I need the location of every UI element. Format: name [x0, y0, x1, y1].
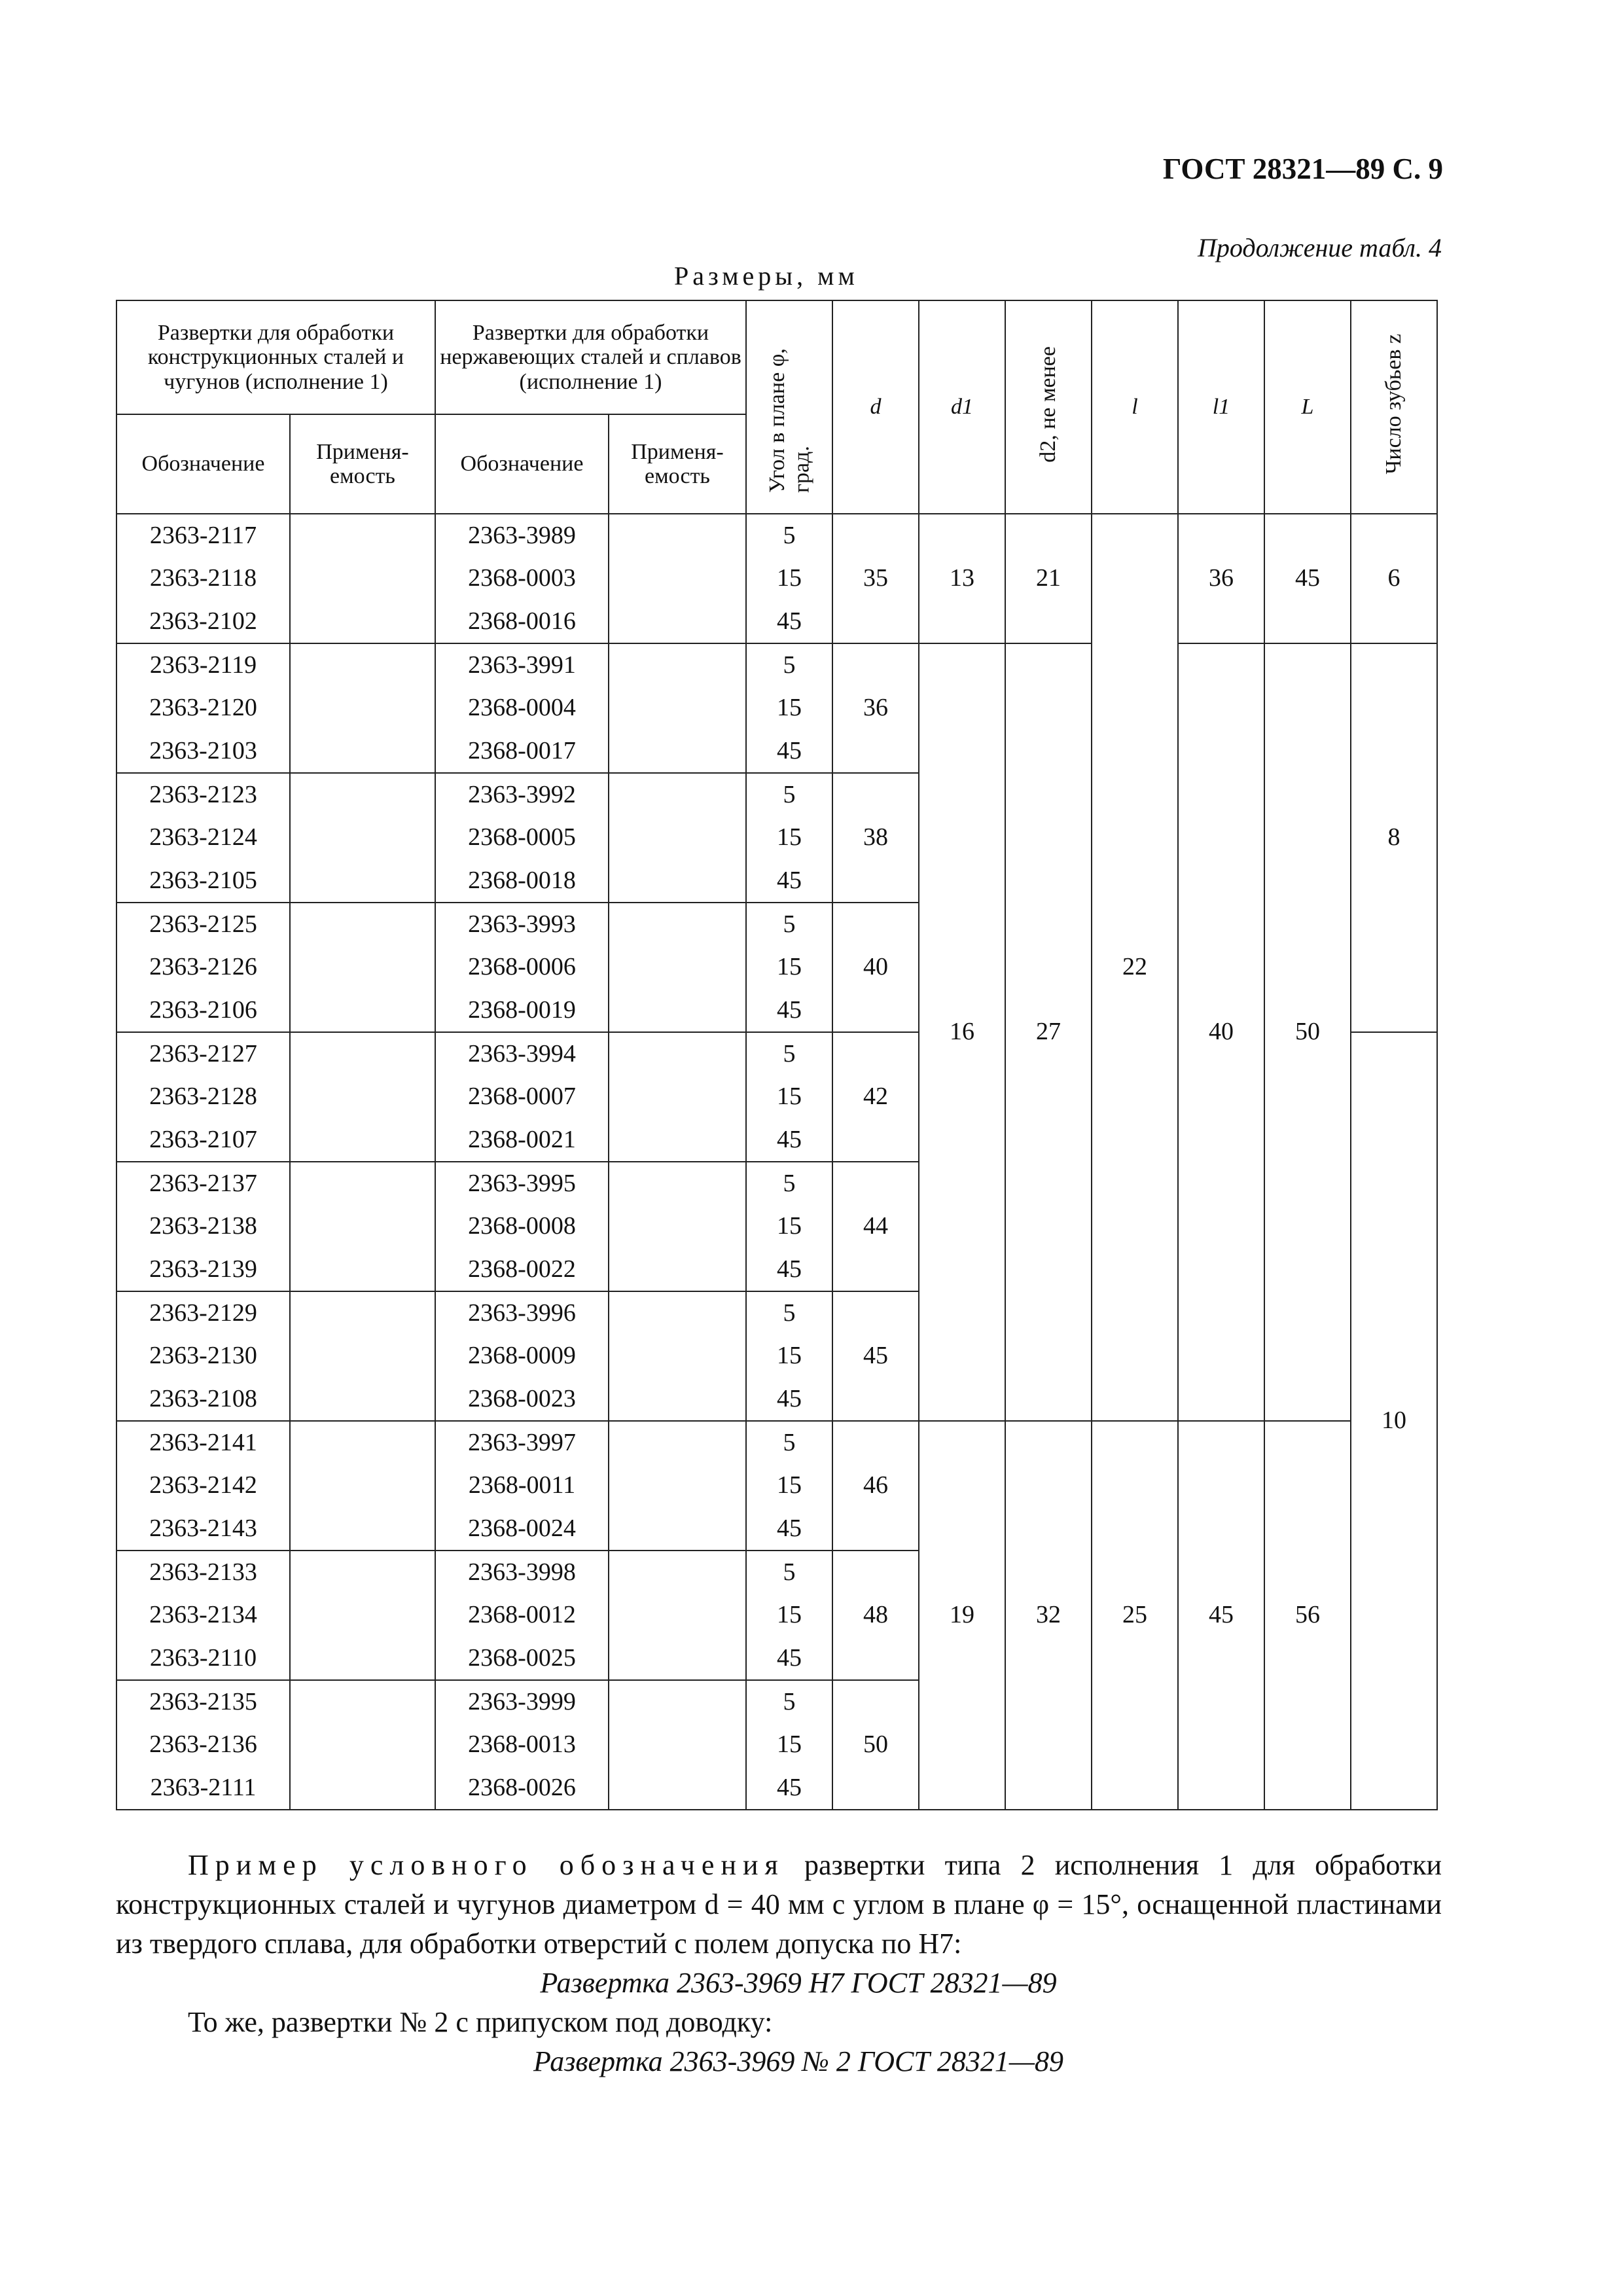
angle-header: Угол в плане φ, град.: [746, 300, 832, 514]
cell-appl2: [609, 1248, 746, 1291]
cell-code2: 2368-0005: [435, 816, 609, 859]
cell-appl2: [609, 1378, 746, 1421]
group1-header: Развертки для обработки конструкционных сталей и чугунов (исполнение 1): [116, 300, 435, 414]
cell-appl2: [609, 1162, 746, 1205]
spec-table: [116, 300, 1438, 1810]
cell-angle: 5: [746, 1680, 832, 1723]
cell-appl2: [609, 557, 746, 600]
cell-appl2: [609, 1291, 746, 1335]
cell-appl2: [609, 946, 746, 989]
cell-l: 25: [1092, 1421, 1178, 1810]
cell-appl1: [290, 859, 435, 903]
cell-code2: 2363-3996: [435, 1291, 609, 1335]
cell-code2: 2368-0004: [435, 687, 609, 730]
cell-angle: 45: [746, 1637, 832, 1680]
cell-code1: 2363-2107: [116, 1119, 290, 1162]
cell-L: 50: [1264, 643, 1351, 1421]
cell-d: 44: [832, 1162, 919, 1291]
l1-header: l1: [1178, 300, 1264, 514]
cell-z: 8: [1351, 643, 1437, 1032]
cell-code2: 2363-3993: [435, 903, 609, 946]
cell-appl2: [609, 773, 746, 816]
cell-appl1: [290, 1680, 435, 1723]
cell-code2: 2368-0021: [435, 1119, 609, 1162]
cell-code1: 2363-2129: [116, 1291, 290, 1335]
cell-appl1: [290, 687, 435, 730]
cell-angle: 5: [746, 773, 832, 816]
l-header: l: [1092, 300, 1178, 514]
group2-header: Развертки для обработки нержавеющих сталей и сплавов (исполнение 1): [435, 300, 746, 414]
cell-code2: 2363-3995: [435, 1162, 609, 1205]
cell-code1: 2363-2105: [116, 859, 290, 903]
cell-angle: 15: [746, 1075, 832, 1119]
cell-appl2: [609, 1767, 746, 1810]
cell-angle: 15: [746, 946, 832, 989]
cell-d: 42: [832, 1032, 919, 1162]
cell-d1: 13: [919, 514, 1005, 643]
cell-angle: 15: [746, 557, 832, 600]
cell-angle: 45: [746, 989, 832, 1032]
cell-code1: 2363-2110: [116, 1637, 290, 1680]
cell-appl1: [290, 1248, 435, 1291]
cell-code2: 2363-3992: [435, 773, 609, 816]
cell-angle: 15: [746, 1723, 832, 1767]
same-paragraph: То же, развертки № 2 с припуском под доводку:: [188, 2006, 773, 2038]
L-header: L: [1264, 300, 1351, 514]
cell-code1: 2363-2142: [116, 1464, 290, 1507]
cell-d: 50: [832, 1680, 919, 1810]
cell-code1: 2363-2119: [116, 643, 290, 687]
cell-appl1: [290, 1119, 435, 1162]
cell-code2: 2368-0023: [435, 1378, 609, 1421]
cell-d2: 27: [1005, 643, 1092, 1421]
cell-l1: 36: [1178, 514, 1264, 643]
cell-appl1: [290, 946, 435, 989]
cell-d: 40: [832, 903, 919, 1032]
cell-code1: 2363-2111: [116, 1767, 290, 1810]
cell-angle: 15: [746, 1205, 832, 1248]
cell-angle: 45: [746, 1119, 832, 1162]
example-label: Пример условного обозначения: [188, 1849, 785, 1881]
cell-appl2: [609, 1119, 746, 1162]
cell-appl1: [290, 1162, 435, 1205]
cell-l: 22: [1092, 514, 1178, 1421]
cell-d: 46: [832, 1421, 919, 1551]
cell-appl1: [290, 1464, 435, 1507]
cell-code2: 2368-0011: [435, 1464, 609, 1507]
cell-l1: 45: [1178, 1421, 1264, 1810]
cell-code2: 2368-0016: [435, 600, 609, 643]
cell-appl1: [290, 1335, 435, 1378]
cell-code1: 2363-2103: [116, 730, 290, 773]
cell-code1: 2363-2120: [116, 687, 290, 730]
table-caption: Продолжение табл. 4: [1197, 233, 1442, 262]
cell-appl1: [290, 1291, 435, 1335]
cell-angle: 45: [746, 1507, 832, 1551]
cell-d2: 32: [1005, 1421, 1092, 1810]
cell-code1: 2363-2108: [116, 1378, 290, 1421]
cell-appl1: [290, 643, 435, 687]
cell-code2: 2368-0025: [435, 1637, 609, 1680]
cell-appl1: [290, 1075, 435, 1119]
cell-d: 35: [832, 514, 919, 643]
cell-angle: 15: [746, 816, 832, 859]
cell-appl2: [609, 514, 746, 557]
cell-angle: 15: [746, 687, 832, 730]
cell-code1: 2363-2125: [116, 903, 290, 946]
cell-code1: 2363-2102: [116, 600, 290, 643]
cell-appl1: [290, 600, 435, 643]
d2-header: d2, не менее: [1005, 300, 1092, 514]
cell-code1: 2363-2117: [116, 514, 290, 557]
cell-appl2: [609, 1507, 746, 1551]
cell-appl2: [609, 816, 746, 859]
cell-code1: 2363-2135: [116, 1680, 290, 1723]
cell-appl1: [290, 1637, 435, 1680]
example-paragraph: [116, 1846, 1442, 1964]
cell-appl1: [290, 1767, 435, 1810]
cell-code1: 2363-2139: [116, 1248, 290, 1291]
cell-appl2: [609, 1594, 746, 1637]
cell-appl2: [609, 1464, 746, 1507]
cell-code1: 2363-2134: [116, 1594, 290, 1637]
cell-appl2: [609, 989, 746, 1032]
cell-z: 10: [1351, 1032, 1437, 1810]
cell-code2: 2368-0024: [435, 1507, 609, 1551]
cell-code2: 2363-3999: [435, 1680, 609, 1723]
cell-appl1: [290, 903, 435, 946]
cell-code2: 2368-0007: [435, 1075, 609, 1119]
cell-angle: 5: [746, 1551, 832, 1594]
cell-angle: 45: [746, 859, 832, 903]
cell-angle: 5: [746, 1291, 832, 1335]
cell-appl1: [290, 1421, 435, 1464]
cell-appl1: [290, 816, 435, 859]
units-label: Размеры, мм: [674, 261, 859, 291]
cell-code2: 2368-0022: [435, 1248, 609, 1291]
cell-code2: 2363-3989: [435, 514, 609, 557]
cell-code1: 2363-2143: [116, 1507, 290, 1551]
page-header: ГОСТ 28321—89 С. 9: [1162, 152, 1443, 185]
cell-d: 38: [832, 773, 919, 903]
cell-appl2: [609, 687, 746, 730]
cell-d1: 19: [919, 1421, 1005, 1810]
cell-angle: 5: [746, 903, 832, 946]
cell-angle: 45: [746, 1378, 832, 1421]
cell-code1: 2363-2130: [116, 1335, 290, 1378]
cell-appl1: [290, 1205, 435, 1248]
cell-code2: 2368-0012: [435, 1594, 609, 1637]
cell-appl2: [609, 1637, 746, 1680]
prim-header-1: Применя-емость: [290, 414, 435, 514]
cell-appl2: [609, 1335, 746, 1378]
cell-appl2: [609, 1723, 746, 1767]
cell-code2: 2368-0013: [435, 1723, 609, 1767]
cell-angle: 5: [746, 1162, 832, 1205]
cell-code1: 2363-2126: [116, 946, 290, 989]
cell-appl2: [609, 1032, 746, 1075]
cell-appl2: [609, 1680, 746, 1723]
cell-code2: 2368-0018: [435, 859, 609, 903]
cell-appl1: [290, 514, 435, 557]
cell-code1: 2363-2136: [116, 1723, 290, 1767]
cell-appl2: [609, 643, 746, 687]
cell-d: 45: [832, 1291, 919, 1421]
cell-angle: 45: [746, 1248, 832, 1291]
cell-code2: 2368-0009: [435, 1335, 609, 1378]
cell-code2: 2368-0017: [435, 730, 609, 773]
example-designation-2: Развертка 2363-3969 № 2 ГОСТ 28321—89: [533, 2045, 1063, 2077]
cell-code2: 2368-0008: [435, 1205, 609, 1248]
cell-code2: 2368-0019: [435, 989, 609, 1032]
cell-angle: 5: [746, 1032, 832, 1075]
prim-header-2: Применя-емость: [609, 414, 746, 514]
cell-appl1: [290, 1551, 435, 1594]
cell-angle: 5: [746, 643, 832, 687]
oboz-header-2: Обозначение: [435, 414, 609, 514]
cell-L: 56: [1264, 1421, 1351, 1810]
cell-code2: 2363-3997: [435, 1421, 609, 1464]
cell-appl1: [290, 730, 435, 773]
cell-appl1: [290, 773, 435, 816]
cell-code1: 2363-2123: [116, 773, 290, 816]
cell-l1: 40: [1178, 643, 1264, 1421]
cell-appl2: [609, 600, 746, 643]
cell-angle: 15: [746, 1464, 832, 1507]
cell-appl1: [290, 1507, 435, 1551]
cell-d: 36: [832, 643, 919, 773]
cell-appl2: [609, 1205, 746, 1248]
cell-code1: 2363-2106: [116, 989, 290, 1032]
notes-section: [116, 1846, 1442, 2081]
z-header: Число зубьев z: [1351, 300, 1437, 514]
oboz-header-1: Обозначение: [116, 414, 290, 514]
cell-appl1: [290, 1594, 435, 1637]
cell-appl2: [609, 730, 746, 773]
cell-appl2: [609, 859, 746, 903]
cell-d: 48: [832, 1551, 919, 1680]
cell-code1: 2363-2127: [116, 1032, 290, 1075]
cell-code2: 2363-3998: [435, 1551, 609, 1594]
cell-appl1: [290, 557, 435, 600]
cell-angle: 15: [746, 1335, 832, 1378]
cell-code2: 2368-0003: [435, 557, 609, 600]
cell-angle: 45: [746, 600, 832, 643]
d1-header: d1: [919, 300, 1005, 514]
cell-appl1: [290, 989, 435, 1032]
cell-angle: 5: [746, 514, 832, 557]
cell-code1: 2363-2138: [116, 1205, 290, 1248]
cell-L: 45: [1264, 514, 1351, 643]
cell-code1: 2363-2137: [116, 1162, 290, 1205]
cell-code1: 2363-2141: [116, 1421, 290, 1464]
cell-code2: 2363-3994: [435, 1032, 609, 1075]
cell-d2: 21: [1005, 514, 1092, 643]
cell-code1: 2363-2124: [116, 816, 290, 859]
cell-code2: 2368-0026: [435, 1767, 609, 1810]
cell-d1: 16: [919, 643, 1005, 1421]
cell-appl1: [290, 1723, 435, 1767]
cell-code1: 2363-2118: [116, 557, 290, 600]
cell-appl2: [609, 1075, 746, 1119]
cell-appl1: [290, 1378, 435, 1421]
cell-code1: 2363-2128: [116, 1075, 290, 1119]
cell-angle: 15: [746, 1594, 832, 1637]
cell-appl2: [609, 1551, 746, 1594]
cell-angle: 5: [746, 1421, 832, 1464]
cell-angle: 45: [746, 730, 832, 773]
cell-appl2: [609, 1421, 746, 1464]
example-text: развертки типа 2 исполнения 1 для обработки конструкционных сталей и чугунов диаметром d = 40 мм с углом в плане φ = 15°, оснащенной пластинами из твердого сплава, для обработки отверстий с полем допуска по H7:: [116, 1849, 1442, 1960]
cell-angle: 45: [746, 1767, 832, 1810]
example-designation-1: Развертка 2363-3969 H7 ГОСТ 28321—89: [540, 1967, 1057, 1999]
cell-code1: 2363-2133: [116, 1551, 290, 1594]
cell-appl1: [290, 1032, 435, 1075]
d-header: d: [832, 300, 919, 514]
cell-appl2: [609, 903, 746, 946]
cell-code2: 2363-3991: [435, 643, 609, 687]
cell-z: 6: [1351, 514, 1437, 643]
cell-code2: 2368-0006: [435, 946, 609, 989]
